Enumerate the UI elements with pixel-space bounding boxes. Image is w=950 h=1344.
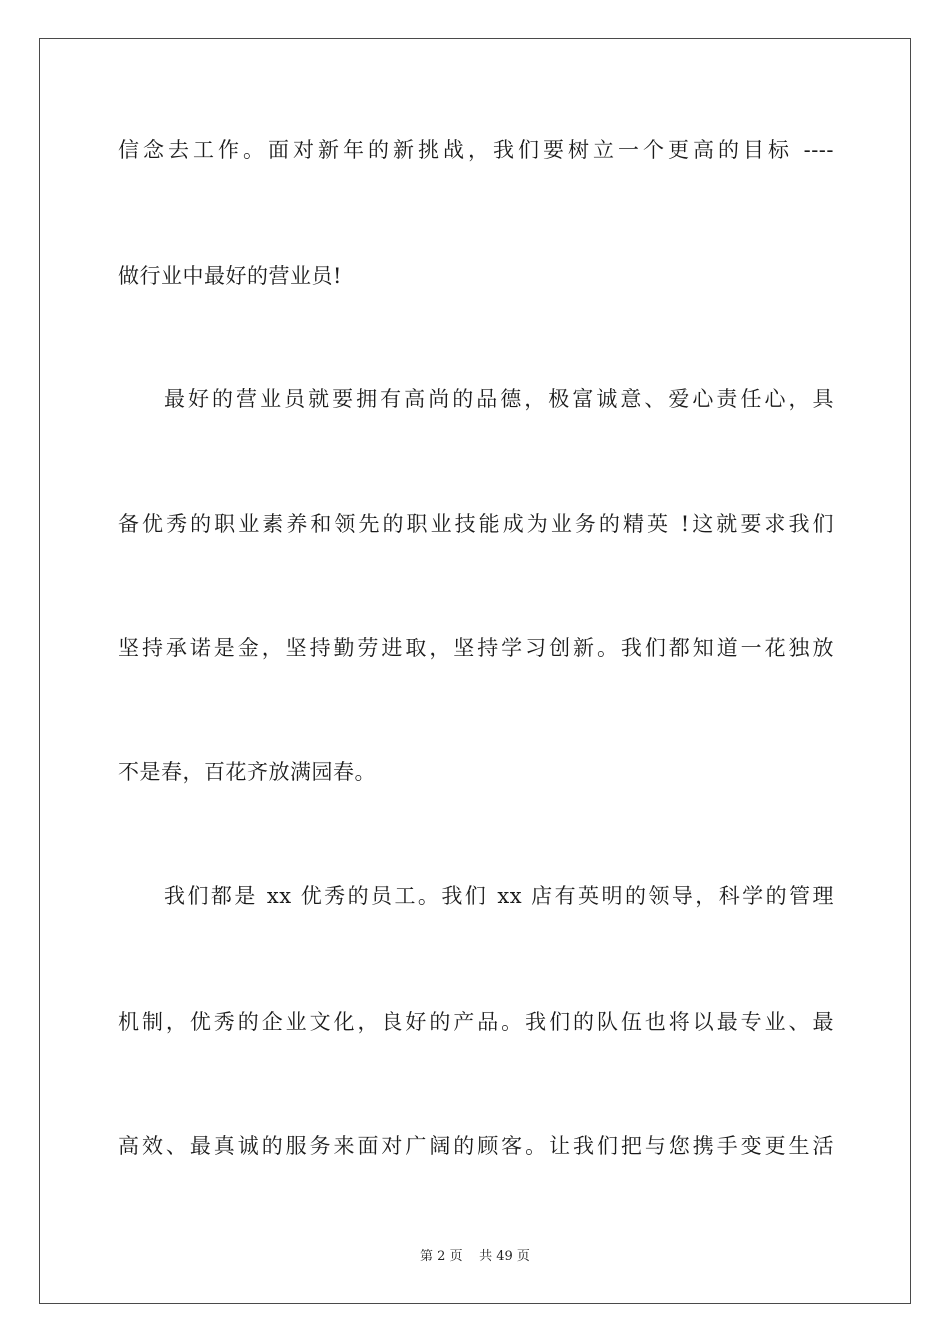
body-line-4: 备优秀的职业素养和领先的职业技能成为业务的精英 !这就要求我们 [118, 512, 834, 536]
page-total: 共 49 页 [479, 1249, 530, 1264]
page-footer [0, 1248, 950, 1266]
body-line-3: 最好的营业员就要拥有高尚的品德，极富诚意、爱心责任心，具 [164, 387, 834, 411]
page-border [39, 38, 911, 1304]
body-line-7: 我们都是 xx 优秀的员工。我们 xx 店有英明的领导，科学的管理 [164, 884, 834, 908]
body-line-1: 信念去工作。面对新年的新挑战，我们要树立一个更高的目标 ---- [118, 138, 834, 162]
body-line-5: 坚持承诺是金，坚持勤劳进取，坚持学习创新。我们都知道一花独放 [118, 636, 834, 660]
body-line-8: 机制，优秀的企业文化，良好的产品。我们的队伍也将以最专业、最 [118, 1010, 834, 1034]
body-line-6: 不是春，百花齐放满园春。 [118, 760, 376, 784]
page-number: 第 2 页 [420, 1249, 463, 1264]
body-line-9: 高效、最真诚的服务来面对广阔的顾客。让我们把与您携手变更生活 [118, 1134, 834, 1158]
body-line-2: 做行业中最好的营业员! [118, 264, 342, 288]
